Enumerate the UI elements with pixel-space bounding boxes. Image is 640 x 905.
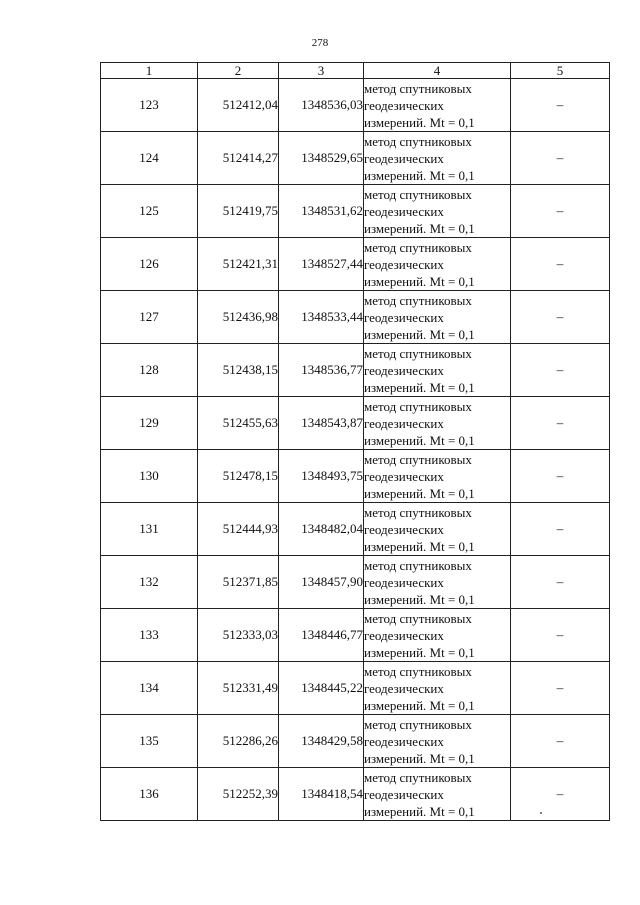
measurement-method: метод спутниковых геодезических измерений. Mt = 0,1 <box>364 185 511 238</box>
table-row <box>101 715 610 768</box>
header-row <box>101 63 610 79</box>
note-cell: – <box>511 185 610 238</box>
point-number: 132 <box>101 556 198 609</box>
coordinate-x: 512333,03 <box>198 609 279 662</box>
point-number: 133 <box>101 609 198 662</box>
table-row <box>101 238 610 291</box>
table-row <box>101 556 610 609</box>
scan-speck <box>540 812 542 814</box>
point-number: 131 <box>101 503 198 556</box>
coordinate-y: 1348527,44 <box>279 238 364 291</box>
coordinate-x: 512371,85 <box>198 556 279 609</box>
table-row <box>101 132 610 185</box>
coordinate-y: 1348493,75 <box>279 450 364 503</box>
point-number: 134 <box>101 662 198 715</box>
coordinate-x: 512419,75 <box>198 185 279 238</box>
note-cell: – <box>511 715 610 768</box>
coordinate-x: 512252,39 <box>198 768 279 821</box>
table-row <box>101 185 610 238</box>
note-cell: – <box>511 556 610 609</box>
coordinate-x: 512438,15 <box>198 344 279 397</box>
coordinate-x: 512414,27 <box>198 132 279 185</box>
note-cell: – <box>511 397 610 450</box>
coordinate-y: 1348429,58 <box>279 715 364 768</box>
table-body <box>101 79 610 821</box>
measurement-method: метод спутниковых геодезических измерений. Mt = 0,1 <box>364 132 511 185</box>
coordinate-y: 1348418,54 <box>279 768 364 821</box>
coordinate-y: 1348529,65 <box>279 132 364 185</box>
coordinate-x: 512331,49 <box>198 662 279 715</box>
measurement-method: метод спутниковых геодезических измерений. Mt = 0,1 <box>364 609 511 662</box>
point-number: 127 <box>101 291 198 344</box>
table-row <box>101 291 610 344</box>
coordinate-y: 1348446,77 <box>279 609 364 662</box>
coordinate-x: 512478,15 <box>198 450 279 503</box>
header-col-2: 2 <box>198 63 279 79</box>
measurement-method: метод спутниковых геодезических измерений. Mt = 0,1 <box>364 79 511 132</box>
coordinate-x: 512444,93 <box>198 503 279 556</box>
note-cell: – <box>511 662 610 715</box>
point-number: 123 <box>101 79 198 132</box>
table-row <box>101 503 610 556</box>
coordinate-y: 1348457,90 <box>279 556 364 609</box>
header-col-1: 1 <box>101 63 198 79</box>
coordinate-x: 512286,26 <box>198 715 279 768</box>
table-row <box>101 344 610 397</box>
note-cell: – <box>511 238 610 291</box>
header-col-5: 5 <box>511 63 610 79</box>
coordinate-y: 1348533,44 <box>279 291 364 344</box>
measurement-method: метод спутниковых геодезических измерений. Mt = 0,1 <box>364 556 511 609</box>
point-number: 135 <box>101 715 198 768</box>
measurement-method: метод спутниковых геодезических измерений. Mt = 0,1 <box>364 450 511 503</box>
measurement-method: метод спутниковых геодезических измерений. Mt = 0,1 <box>364 291 511 344</box>
note-cell: – <box>511 79 610 132</box>
table-row <box>101 609 610 662</box>
measurement-method: метод спутниковых геодезических измерений. Mt = 0,1 <box>364 238 511 291</box>
measurement-method: метод спутниковых геодезических измерений. Mt = 0,1 <box>364 715 511 768</box>
measurement-method: метод спутниковых геодезических измерений. Mt = 0,1 <box>364 768 511 821</box>
table-row <box>101 450 610 503</box>
note-cell: – <box>511 768 610 821</box>
point-number: 136 <box>101 768 198 821</box>
note-cell: – <box>511 344 610 397</box>
point-number: 125 <box>101 185 198 238</box>
coordinate-y: 1348543,87 <box>279 397 364 450</box>
table-row <box>101 768 610 821</box>
coordinate-y: 1348531,62 <box>279 185 364 238</box>
measurement-method: метод спутниковых геодезических измерений. Mt = 0,1 <box>364 503 511 556</box>
point-number: 128 <box>101 344 198 397</box>
point-number: 129 <box>101 397 198 450</box>
note-cell: – <box>511 450 610 503</box>
point-number: 124 <box>101 132 198 185</box>
measurement-method: метод спутниковых геодезических измерений. Mt = 0,1 <box>364 662 511 715</box>
coordinate-y: 1348445,22 <box>279 662 364 715</box>
measurement-method: метод спутниковых геодезических измерений. Mt = 0,1 <box>364 344 511 397</box>
header-col-3: 3 <box>279 63 364 79</box>
point-number: 130 <box>101 450 198 503</box>
note-cell: – <box>511 503 610 556</box>
coordinate-y: 1348482,04 <box>279 503 364 556</box>
coordinate-x: 512421,31 <box>198 238 279 291</box>
table-header <box>101 63 610 79</box>
measurement-method: метод спутниковых геодезических измерений. Mt = 0,1 <box>364 397 511 450</box>
table-row <box>101 397 610 450</box>
point-number: 126 <box>101 238 198 291</box>
coordinate-y: 1348536,03 <box>279 79 364 132</box>
note-cell: – <box>511 291 610 344</box>
note-cell: – <box>511 132 610 185</box>
table-row <box>101 662 610 715</box>
note-cell: – <box>511 609 610 662</box>
coordinate-x: 512455,63 <box>198 397 279 450</box>
coordinate-x: 512436,98 <box>198 291 279 344</box>
header-col-4: 4 <box>364 63 511 79</box>
coordinate-x: 512412,04 <box>198 79 279 132</box>
coordinates-table <box>100 62 610 821</box>
table-row <box>101 79 610 132</box>
coordinate-y: 1348536,77 <box>279 344 364 397</box>
page-number: 278 <box>311 37 329 49</box>
